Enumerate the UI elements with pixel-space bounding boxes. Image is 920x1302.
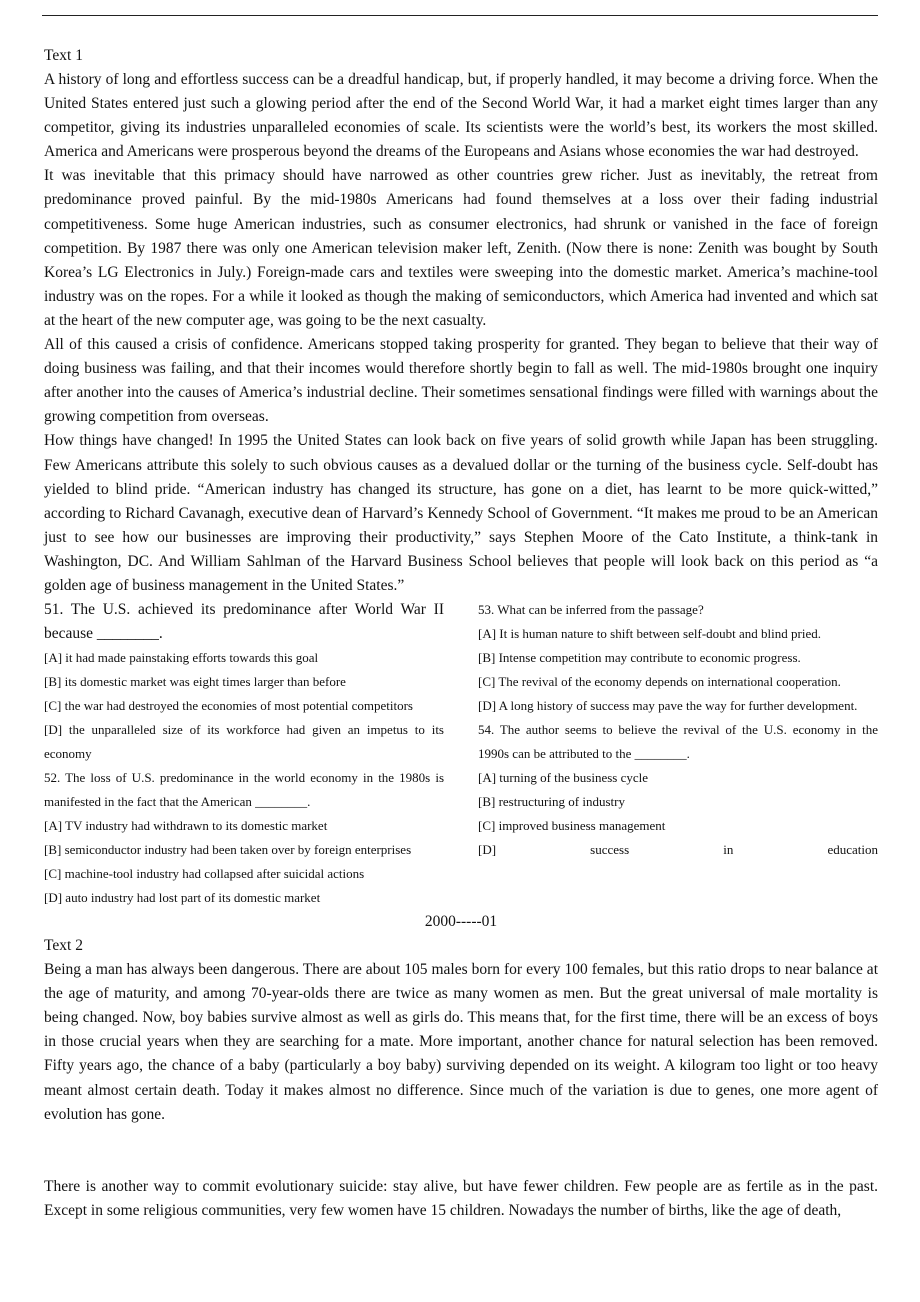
document-page [44, 44, 878, 1223]
text2-paragraph-2: There is another way to commit evolutionary suicide: stay alive, but have fewer children. Few people are as fertile as in the past. Except in some religious communities, very few women have 15 children. Nowadays the number of births, like the age of death, [44, 1177, 878, 1219]
text1-paragraph-4: How things have changed! In 1995 the United States can look back on five years of solid growth while Japan has been struggling. Few Americans attribute this solely to such obvious causes as a devalued dollar or the turning of the business cycle. Self-doubt has yielded to blind pride. “American industry has changed its structure, has gone on a diet, has learnt to be more quick-witted,” according to Richard Cavanagh, executive dean of Harvard’s Kennedy School of Government. “It makes me proud to be an American just to see how our businesses are improving their productivity,” says Stephen Moore of the Cato Institute, a think-tank in Washington, DC. And William Sahlman of the Harvard Business School believes that people will look back on this period as “a golden age of business management in the United States.” [44, 432, 878, 594]
q51-option-c: [C] the war had destroyed the economies of most potential competitors [44, 698, 413, 714]
q52-option-c: [C] machine-tool industry had collapsed after suicidal actions [44, 866, 365, 882]
q54-option-d: [D] success in education [478, 842, 878, 858]
text1-paragraph-1: A history of long and effortless success can be a dreadful handicap, but, if properly handled, it may become a driving force. When the United States entered just such a glowing period after the end of the Second World War, it had a market eight times larger than any competitor, giving its industries unparalleled economies of scale. Its scientists were the world’s best, its workers the most skilled. America and Americans were prosperous beyond the dreams of the Europeans and Asians whose economies the war had destroyed. [44, 71, 878, 161]
questions-right-column [478, 598, 878, 910]
q53-option-c: [C] The revival of the economy depends on international cooperation. [478, 674, 841, 690]
q51-option-d: [D] the unparalleled size of its workforce had given an impetus to its economy [44, 722, 444, 762]
q51-stem-line2: because ________. [44, 625, 163, 643]
top-rule [42, 15, 878, 16]
q52-option-d: [D] auto industry had lost part of its domestic market [44, 890, 321, 906]
paragraph-gap [44, 1127, 878, 1175]
questions-left-column [44, 598, 444, 910]
q52-stem: 52. The loss of U.S. predominance in the world economy in the 1980s is manifested in the fact that the American ________. [44, 770, 444, 810]
q51-option-a: [A] it had made painstaking efforts towards this goal [44, 650, 319, 666]
q52-option-a: [A] TV industry had withdrawn to its domestic market [44, 818, 328, 834]
q53-stem: 53. What can be inferred from the passage? [478, 602, 704, 618]
text1-heading: Text 1 [44, 47, 83, 64]
year-marker: 2000-----01 [424, 913, 498, 931]
q54-option-a: [A] turning of the business cycle [478, 770, 649, 786]
q54-stem: 54. The author seems to believe the revival of the U.S. economy in the 1990s can be attributed to the ________. [478, 722, 878, 762]
q54-option-b: [B] restructuring of industry [478, 794, 625, 810]
q53-option-b: [B] Intense competition may contribute to economic progress. [478, 650, 801, 666]
text2-paragraph-1: Being a man has always been dangerous. There are about 105 males born for every 100 females, but this ratio drops to near balance at the age of maturity, and among 70-year-olds there are twice as many women as men. But the great universal of male mortality is being changed. Now, boy babies survive almost as well as girls do. This means that, for the first time, there will be an excess of boys in those crucial years when they are searching for a mate. More important, another chance for natural selection has been removed. Fifty years ago, the chance of a baby (particularly a boy baby) surviving depended on its weight. A kilogram too light or too heavy meant almost certain death. Today it makes almost no difference. Since much of the variation is due to genes, one more agent of evolution has gone. [44, 961, 878, 1123]
q52-option-b: [B] semiconductor industry had been taken over by foreign enterprises [44, 842, 412, 858]
text1-paragraph-3: All of this caused a crisis of confidence. Americans stopped taking prosperity for granted. They began to believe that their way of doing business was failing, and that their incomes would therefore shortly begin to fall as well. The mid-1980s brought one inquiry after another into the causes of America’s industrial decline. Their sometimes sensational findings were filled with warnings about the growing competition from overseas. [44, 336, 878, 426]
q53-option-a: [A] It is human nature to shift between self-doubt and blind pried. [478, 626, 821, 642]
q51-option-b: [B] its domestic market was eight times larger than before [44, 674, 346, 690]
q54-option-c: [C] improved business management [478, 818, 666, 834]
text1-paragraph-2: It was inevitable that this primacy should have narrowed as other countries grew richer. Just as inevitably, the retreat from predominance proved painful. By the mid-1980s Americans had found themselves at a loss over their fading industrial competitiveness. Some huge American industries, such as consumer electronics, had shrunk or vanished in the face of foreign competition. By 1987 there was only one American television maker left, Zenith. (Now there is none: Zenith was bought by South Korea’s LG Electronics in July.) Foreign-made cars and textiles were sweeping into the domestic market. America’s machine-tool industry was on the ropes. For a while it looked as though the making of semiconductors, which America had invented and which sat at the heart of the new computer age, was going to be the next casualty. [44, 167, 878, 329]
q53-option-d: [D] A long history of success may pave the way for further development. [478, 698, 858, 714]
q51-stem-line1: 51. The U.S. achieved its predominance after World War II [44, 601, 444, 619]
questions-columns [44, 598, 878, 910]
text2-heading: Text 2 [44, 937, 83, 955]
